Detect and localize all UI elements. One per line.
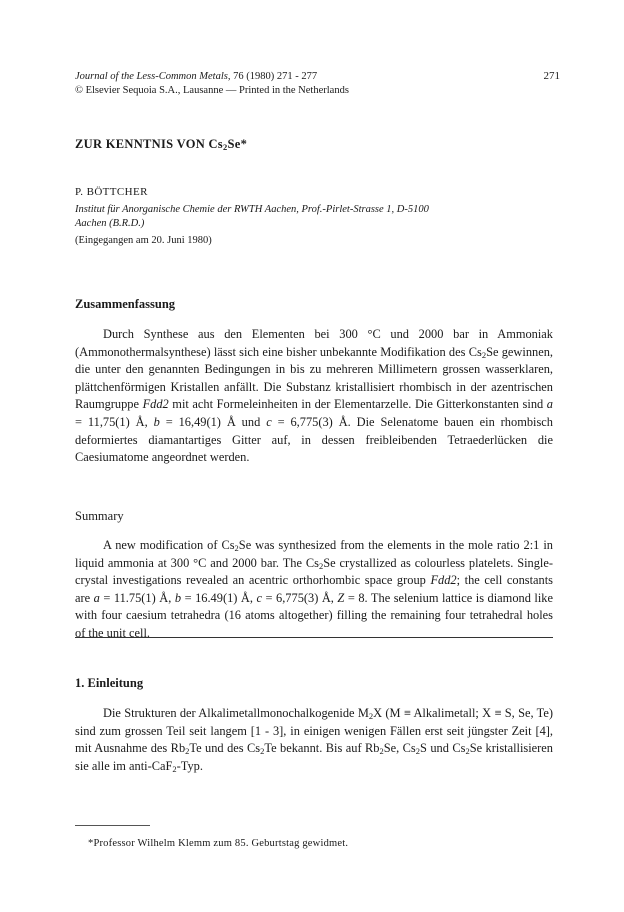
einleitung-heading: 1. Einleitung — [75, 676, 144, 690]
publisher-line: © Elsevier Sequoia S.A., Lausanne — Printed in the Netherlands — [75, 85, 349, 96]
journal-citation — [75, 70, 555, 84]
journal-issue: 76 (1980) 271 - 277 — [230, 71, 318, 82]
footnote: *Professor Wilhelm Klemm zum 85. Geburtstag gewidmet. — [88, 838, 349, 849]
title-text: ZUR KENNTNIS VON Cs — [75, 137, 223, 151]
affiliation — [75, 203, 555, 231]
article-title — [75, 137, 247, 152]
journal-name: Journal of the Less-Common Metals, — [75, 71, 231, 82]
footnote-rule — [75, 825, 150, 826]
einleitung-paragraph: Die Strukturen der Alkalimetallmonochalkogenide $M_2X$ (M ≡ Alkalimetall; X ≡ S, Se, Te) sind zum grossen Teil seit langem [1 - 3], in einigen wenigen Fällen erst seit jüngster Zeit [4], mit Ausnahme des $Rb_2Te$ und des $Cs_2Te$ bekannt. Bis auf $Rb_2Se$, $Cs_2S$ und $Cs_2Se$ kristallisieren sie alle im anti-CaF$_2$-Typ. — [75, 706, 553, 774]
affiliation-line-1: Institut für Anorganische Chemie der RWTH Aachen, Prof.-Pirlet-Strasse 1, D-5100 — [75, 204, 429, 215]
author-name: P. BÖTTCHER — [75, 186, 148, 198]
journal-header — [75, 70, 555, 98]
summary-paragraph: A new modification of $Cs_2Se$ was synthesized from the elements in the mole ratio 2:1 in liquid ammonia at 300 °C and 2000 bar. The $Cs_2Se$ crystallized as colourless platelets. Single-crystal investigations revealed an acentric orthorhombic space group Fdd2; the cell constants are a = 11.75(1) Å, b = 16.49(1) Å, c = 6,775(3) Å, Z = 8. The selenium lattice is diamond like with four caesium tetrahedra (16 atoms altogether) filling the remaining four tetrahedral holes of the unit cell. — [75, 538, 553, 640]
title-end: Se* — [227, 137, 248, 151]
affiliation-line-2: Aachen (B.R.D.) — [75, 218, 145, 229]
title-subscript: 2 — [222, 142, 228, 152]
zusammenfassung-heading: Zusammenfassung — [75, 297, 176, 311]
zusammenfassung-paragraph: Durch Synthese aus den Elementen bei 300 °C und 2000 bar in Ammoniak (Ammonothermalsynthese) lässt sich eine bisher unbekannte Modifikation des $Cs_2Se$ gewinnen, die unter den genannten Bedingungen in bis zu mehreren Millimetern grossen wasserklaren, plättchenförmigen Kristallen anfällt. Die Substanz kristallisiert rhombisch in der azentrischen Raumgruppe Fdd2 mit acht Formeleinheiten in der Elementarzelle. Die Gitterkonstanten sind a = 11,75(1) Å, b = 16,49(1) Å und c = 6,775(3) Å. Die Selenatome bauen ein rhombisch deformiertes diamantartiges Gitter auf, in dessen freibleibenden Tetraederlücken die Caesiumatome angeordnet werden. — [75, 327, 553, 465]
summary-heading: Summary — [75, 509, 124, 523]
page-number: 271 — [543, 70, 560, 82]
section-divider — [75, 637, 553, 638]
received-date: (Eingegangen am 20. Juni 1980) — [75, 235, 212, 246]
